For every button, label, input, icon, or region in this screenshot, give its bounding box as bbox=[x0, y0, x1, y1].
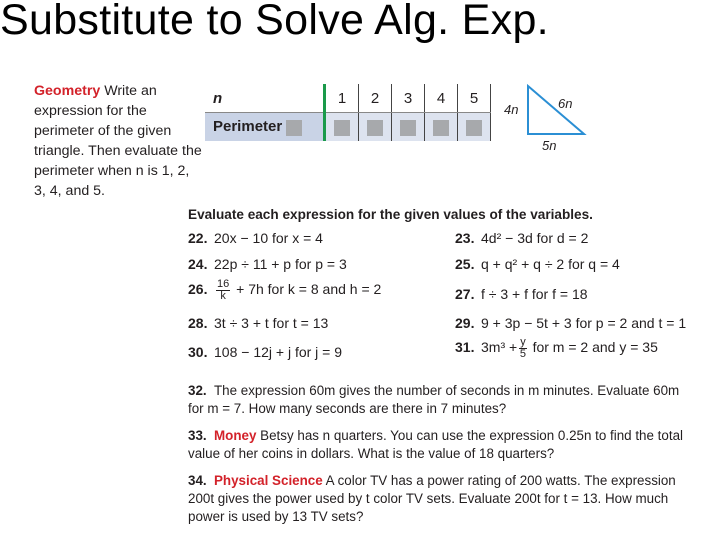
table-cell: 3 bbox=[392, 84, 425, 113]
slide-title: Substitute to Solve Alg. Exp. bbox=[0, 0, 549, 44]
exercise-22 bbox=[188, 230, 323, 246]
table-header-n: n bbox=[205, 84, 325, 113]
table-cell: 5 bbox=[458, 84, 491, 113]
exercise-text: + 7h for k = 8 and h = 2 bbox=[236, 281, 382, 298]
side-left-label: 4n bbox=[504, 102, 519, 117]
geometry-text: Write an expression for the perimeter of the given triangle. Then evaluate the perimeter when n is 1, 2, 3, 4, and 5. bbox=[34, 83, 202, 199]
exercise-23 bbox=[455, 230, 588, 246]
table-row-perimeter bbox=[205, 113, 491, 142]
answer-box bbox=[367, 120, 383, 136]
fraction-denominator: 5 bbox=[519, 348, 526, 360]
geometry-label: Geometry bbox=[34, 83, 101, 99]
exercise-number: 31. bbox=[455, 339, 475, 356]
triangle-shape bbox=[528, 86, 584, 134]
table-cell bbox=[325, 113, 359, 142]
exercise-29 bbox=[455, 315, 686, 331]
table-cell: 1 bbox=[325, 84, 359, 113]
exercise-text: 4d² − 3d for d = 2 bbox=[481, 230, 589, 246]
exercise-text: 22p ÷ 11 + p for p = 3 bbox=[214, 256, 347, 272]
side-right-label: 6n bbox=[558, 96, 573, 111]
exercise-number: 23. bbox=[455, 230, 475, 246]
answer-box bbox=[286, 120, 302, 136]
exercise-number: 22. bbox=[188, 230, 208, 246]
perimeter-label: Perimeter bbox=[213, 118, 283, 136]
table-cell bbox=[359, 113, 392, 142]
exercise-number: 27. bbox=[455, 286, 475, 302]
problem-32 bbox=[188, 382, 698, 418]
fraction-numerator: 16 bbox=[217, 278, 230, 290]
fraction bbox=[216, 279, 230, 302]
exercise-26 bbox=[188, 279, 381, 302]
table-cell: 4 bbox=[425, 84, 458, 113]
problem-number: 34. bbox=[188, 473, 207, 488]
exercise-number: 30. bbox=[188, 344, 208, 360]
fraction-denominator: k bbox=[220, 290, 226, 302]
exercise-number: 25. bbox=[455, 256, 475, 272]
exercise-prefix: 3m³ + bbox=[481, 339, 518, 356]
exercises-heading: Evaluate each expression for the given values of the variables. bbox=[188, 207, 593, 222]
problem-34 bbox=[188, 472, 698, 526]
physical-science-label: Physical Science bbox=[214, 473, 323, 488]
fraction-numerator: y bbox=[520, 336, 526, 348]
exercise-30 bbox=[188, 344, 342, 360]
exercise-25 bbox=[455, 256, 620, 272]
exercise-number: 29. bbox=[455, 315, 475, 331]
exercise-text: 3t ÷ 3 + t for t = 13 bbox=[214, 315, 329, 331]
geometry-problem bbox=[34, 81, 202, 201]
exercise-text: for m = 2 and y = 35 bbox=[532, 339, 658, 356]
exercise-number: 24. bbox=[188, 256, 208, 272]
exercise-text: q + q² + q ÷ 2 for q = 4 bbox=[481, 256, 620, 272]
exercise-24 bbox=[188, 256, 347, 272]
money-label: Money bbox=[214, 428, 257, 443]
table-cell: 2 bbox=[359, 84, 392, 113]
exercise-number: 26. bbox=[188, 281, 208, 298]
exercise-28 bbox=[188, 315, 328, 331]
exercise-number: 28. bbox=[188, 315, 208, 331]
side-bottom-label: 5n bbox=[542, 138, 557, 152]
answer-box bbox=[433, 120, 449, 136]
fraction bbox=[519, 337, 527, 360]
table-cell bbox=[392, 113, 425, 142]
exercise-31 bbox=[455, 337, 658, 360]
problem-number: 33. bbox=[188, 428, 207, 443]
exercise-text: f ÷ 3 + f for f = 18 bbox=[481, 286, 588, 302]
answer-box bbox=[466, 120, 482, 136]
exercise-27 bbox=[455, 286, 588, 302]
table-cell bbox=[458, 113, 491, 142]
table-row-n bbox=[205, 84, 491, 113]
problem-33 bbox=[188, 427, 698, 463]
answer-box bbox=[334, 120, 350, 136]
problem-text: The expression 60m gives the number of seconds in m minutes. Evaluate 60m for m = 7. How many seconds are there in 7 minutes? bbox=[188, 383, 680, 416]
perimeter-table bbox=[205, 84, 491, 141]
answer-box bbox=[400, 120, 416, 136]
exercise-text: 9 + 3p − 5t + 3 for p = 2 and t = 1 bbox=[481, 315, 687, 331]
triangle-diagram bbox=[500, 80, 600, 152]
table-header-perimeter bbox=[205, 113, 325, 142]
exercise-text: 108 − 12j + j for j = 9 bbox=[214, 344, 343, 360]
table-cell bbox=[425, 113, 458, 142]
problem-number: 32. bbox=[188, 383, 207, 398]
problem-text: A color TV has a power rating of 200 watts. The expression 200t gives the power used by t color TV sets. Evaluate 200t for t = 13. How much power is used by 13 TV sets? bbox=[188, 473, 676, 524]
exercise-text: 20x − 10 for x = 4 bbox=[214, 230, 323, 246]
problem-text: Betsy has n quarters. You can use the expression 0.25n to find the total value of her coins in dollars. What is the value of 18 quarters? bbox=[188, 428, 683, 461]
